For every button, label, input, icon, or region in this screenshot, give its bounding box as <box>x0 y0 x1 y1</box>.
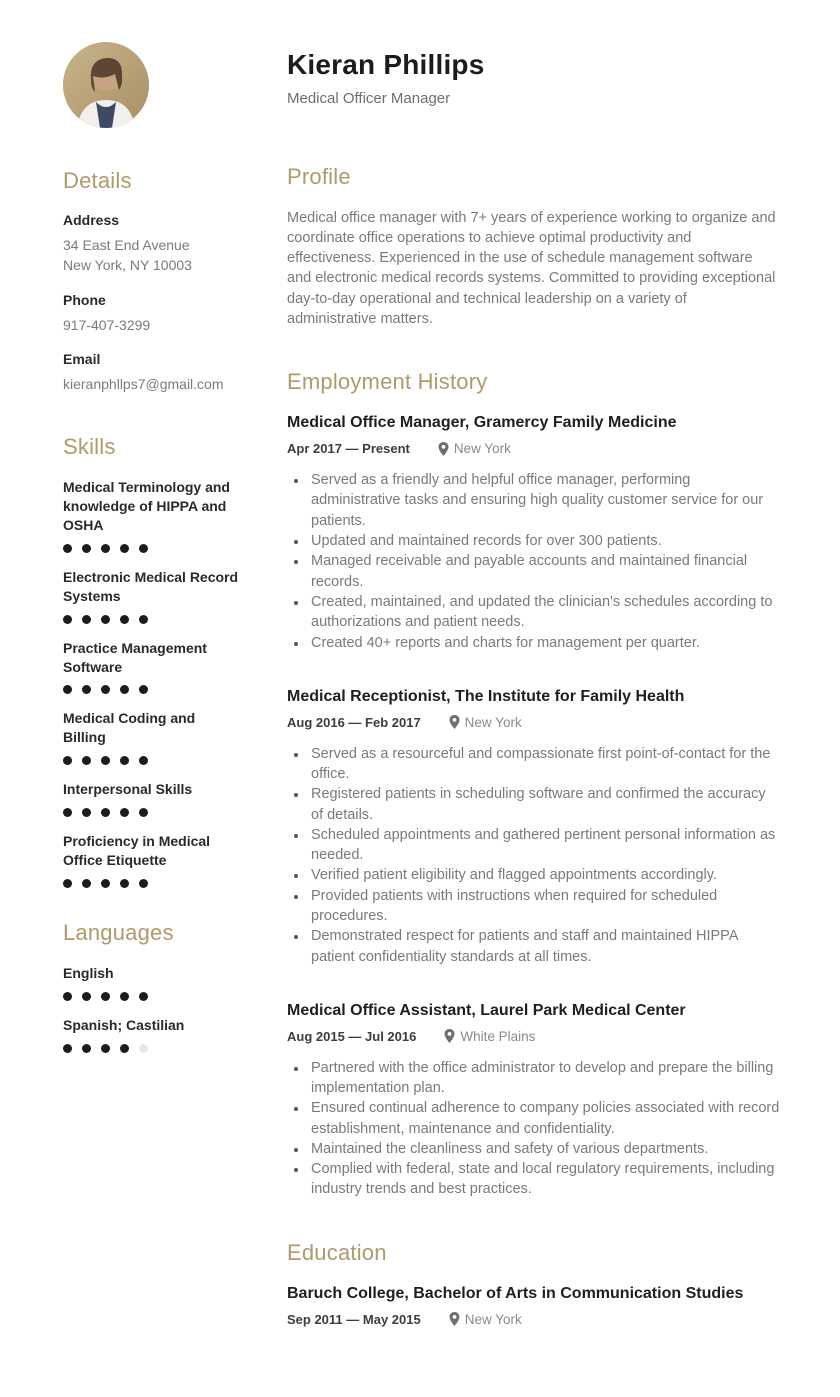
job-location <box>438 441 511 456</box>
main-content <box>287 42 780 1327</box>
job-location <box>449 715 522 730</box>
email-label: Email <box>63 350 101 367</box>
profile-summary: Medical office manager with 7+ years of experience working to organize and coordinate office operations to achieve optimal productivity and effectiveness. Experienced in the use of schedule management software and electronic medical records systems. Committed to providing exceptional day-to-day operational and technical leadership on a variety of administrative matters. <box>287 209 776 328</box>
rating-dot-filled <box>120 756 129 765</box>
rating-dot-filled <box>101 992 110 1001</box>
location-pin-icon <box>444 1029 455 1043</box>
job-location-text: New York <box>453 441 511 457</box>
job-bullet: • Provided patients with instructions when required for scheduled procedures. <box>308 886 780 927</box>
rating-dot-filled <box>120 615 129 624</box>
skill-rating <box>63 756 239 765</box>
language-item <box>63 1016 239 1053</box>
skill-item <box>63 832 239 888</box>
language-label: Spanish; Castilian <box>63 1016 185 1033</box>
phone-value: 917-407-3299 <box>63 316 151 333</box>
job-dates: Apr 2017 — Present <box>287 441 410 457</box>
job-meta <box>287 715 780 730</box>
skill-rating <box>63 685 239 694</box>
address-label: Address <box>63 212 120 228</box>
skill-label: Practice Management Software <box>63 639 207 675</box>
rating-dot-filled <box>82 685 91 694</box>
rating-dot-filled <box>82 992 91 1001</box>
job-meta <box>287 441 780 456</box>
education-heading: Education <box>287 1239 387 1265</box>
email-group <box>63 351 239 394</box>
education-meta <box>287 1312 780 1327</box>
job-bullet: • Created 40+ reports and charts for management per quarter. <box>308 633 780 653</box>
rating-dot-filled <box>139 756 148 765</box>
rating-dot-filled <box>63 879 72 888</box>
skill-rating <box>63 544 239 553</box>
rating-dot-filled <box>120 1044 129 1053</box>
job-bullet: • Served as a resourceful and compassionate first point-of-contact for the office. <box>308 744 780 785</box>
rating-dot-filled <box>82 615 91 624</box>
job-meta <box>287 1029 780 1044</box>
address-line-2: New York, NY 10003 <box>63 257 192 274</box>
job-bullets <box>287 1058 780 1200</box>
job-dates: Aug 2015 — Jul 2016 <box>287 1028 417 1044</box>
rating-dot-filled <box>82 756 91 765</box>
education-title: Baruch College, Bachelor of Arts in Communication Studies <box>287 1284 744 1302</box>
rating-dot-filled <box>139 615 148 624</box>
rating-dot-filled <box>63 544 72 553</box>
skill-label: Medical Terminology and knowledge of HIPPA and OSHA <box>63 479 230 533</box>
languages-heading: Languages <box>63 919 174 945</box>
rating-dot-filled <box>120 808 129 817</box>
rating-dot-filled <box>101 615 110 624</box>
rating-dot-filled <box>63 685 72 694</box>
education-location-text: New York <box>464 1311 522 1327</box>
job-location <box>444 1029 535 1044</box>
location-pin-icon <box>449 1312 460 1326</box>
rating-dot-filled <box>101 756 110 765</box>
details-heading: Details <box>63 168 132 193</box>
education-dates: Sep 2011 — May 2015 <box>287 1311 421 1327</box>
skill-item <box>63 780 239 817</box>
job-bullet: • Scheduled appointments and gathered pertinent personal information as needed. <box>308 825 780 866</box>
job-bullets <box>287 470 780 653</box>
rating-dot-filled <box>63 808 72 817</box>
job-location-text: White Plains <box>460 1028 536 1044</box>
rating-dot-filled <box>82 808 91 817</box>
rating-dot-filled <box>63 615 72 624</box>
language-label: English <box>63 964 114 981</box>
rating-dot-filled <box>120 685 129 694</box>
skill-item <box>63 478 239 553</box>
location-pin-icon <box>449 715 460 729</box>
education-section <box>287 1240 780 1327</box>
rating-dot-filled <box>82 879 91 888</box>
rating-dot-filled <box>101 808 110 817</box>
rating-dot-filled <box>120 879 129 888</box>
rating-dot-filled <box>120 544 129 553</box>
job-bullet: • Partnered with the office administrator to develop and prepare the billing implementation plan. <box>308 1058 780 1099</box>
job-title: Medical Office Manager, Gramercy Family Medicine <box>287 414 677 432</box>
skill-label: Medical Coding and Billing <box>63 710 196 746</box>
skill-rating <box>63 879 239 888</box>
rating-dot-filled <box>101 879 110 888</box>
skill-rating <box>63 808 239 817</box>
skill-item <box>63 709 239 765</box>
job-bullet: • Updated and maintained records for over 300 patients. <box>308 531 780 551</box>
skill-label: Interpersonal Skills <box>63 781 193 798</box>
job-location-text: New York <box>464 714 522 730</box>
skill-rating <box>63 615 239 624</box>
job-bullet: • Verified patient eligibility and flagged appointments accordingly. <box>308 865 780 885</box>
rating-dot-filled <box>101 685 110 694</box>
job-bullet: • Demonstrated respect for patients and staff and maintained HIPPA patient confidentiality standards at all times. <box>308 926 780 967</box>
language-rating <box>63 1044 239 1053</box>
job-title: Medical Receptionist, The Institute for Family Health <box>287 687 685 705</box>
rating-dot-filled <box>63 756 72 765</box>
job-bullet: • Managed receivable and payable accounts and maintained financial records. <box>308 551 780 592</box>
email-value: kieranphllps7@gmail.com <box>63 375 224 392</box>
skills-heading: Skills <box>63 434 116 460</box>
employment-heading: Employment History <box>287 369 488 395</box>
rating-dot-filled <box>120 992 129 1001</box>
skill-item <box>63 568 239 624</box>
job-bullet: • Served as a friendly and helpful office manager, performing administrative tasks and ensuring high quality customer service for our patients. <box>308 470 780 531</box>
job-bullet: • Ensured continual adherence to company policies associated with record establishment, maintenance and confidentiality. <box>308 1098 780 1139</box>
candidate-title: Medical Officer Manager <box>287 89 451 107</box>
language-rating <box>63 992 239 1001</box>
rating-dot-filled <box>139 879 148 888</box>
job-bullet: • Registered patients in scheduling software and confirmed the accuracy of details. <box>308 784 780 825</box>
rating-dot-empty <box>139 1044 148 1053</box>
rating-dot-filled <box>63 992 72 1001</box>
rating-dot-filled <box>139 544 148 553</box>
location-pin-icon <box>438 442 449 456</box>
education-location <box>449 1312 522 1327</box>
job-title: Medical Office Assistant, Laurel Park Medical Center <box>287 1001 686 1019</box>
job-bullet: • Created, maintained, and updated the clinician's schedules according to authorizations and patient needs. <box>308 592 780 633</box>
rating-dot-filled <box>63 1044 72 1053</box>
profile-heading: Profile <box>287 163 351 189</box>
address-group <box>63 212 239 276</box>
rating-dot-filled <box>82 1044 91 1053</box>
language-item <box>63 964 239 1001</box>
rating-dot-filled <box>139 992 148 1001</box>
candidate-name: Kieran Phillips <box>287 49 485 80</box>
job-bullet: • Complied with federal, state and local regulatory requirements, including industry trends and best practices. <box>308 1159 780 1200</box>
profile-photo-placeholder <box>63 42 149 128</box>
education-entry <box>287 1284 780 1327</box>
job-entry <box>287 1001 780 1200</box>
phone-group <box>63 292 239 335</box>
employment-section <box>287 369 780 1199</box>
skill-item <box>63 639 239 695</box>
skill-label: Electronic Medical Record Systems <box>63 568 239 604</box>
job-entry <box>287 687 780 967</box>
phone-label: Phone <box>63 291 106 308</box>
job-dates: Aug 2016 — Feb 2017 <box>287 714 421 730</box>
rating-dot-filled <box>101 1044 110 1053</box>
rating-dot-filled <box>82 544 91 553</box>
rating-dot-filled <box>139 685 148 694</box>
skill-label: Proficiency in Medical Office Etiquette <box>63 833 211 868</box>
rating-dot-filled <box>101 544 110 553</box>
address-line-1: 34 East End Avenue <box>63 237 190 253</box>
rating-dot-filled <box>139 808 148 817</box>
job-bullets <box>287 744 780 967</box>
profile-photo <box>63 42 149 128</box>
sidebar <box>63 42 239 1068</box>
job-entry <box>287 413 780 652</box>
job-bullet: • Maintained the cleanliness and safety of various departments. <box>308 1139 780 1159</box>
